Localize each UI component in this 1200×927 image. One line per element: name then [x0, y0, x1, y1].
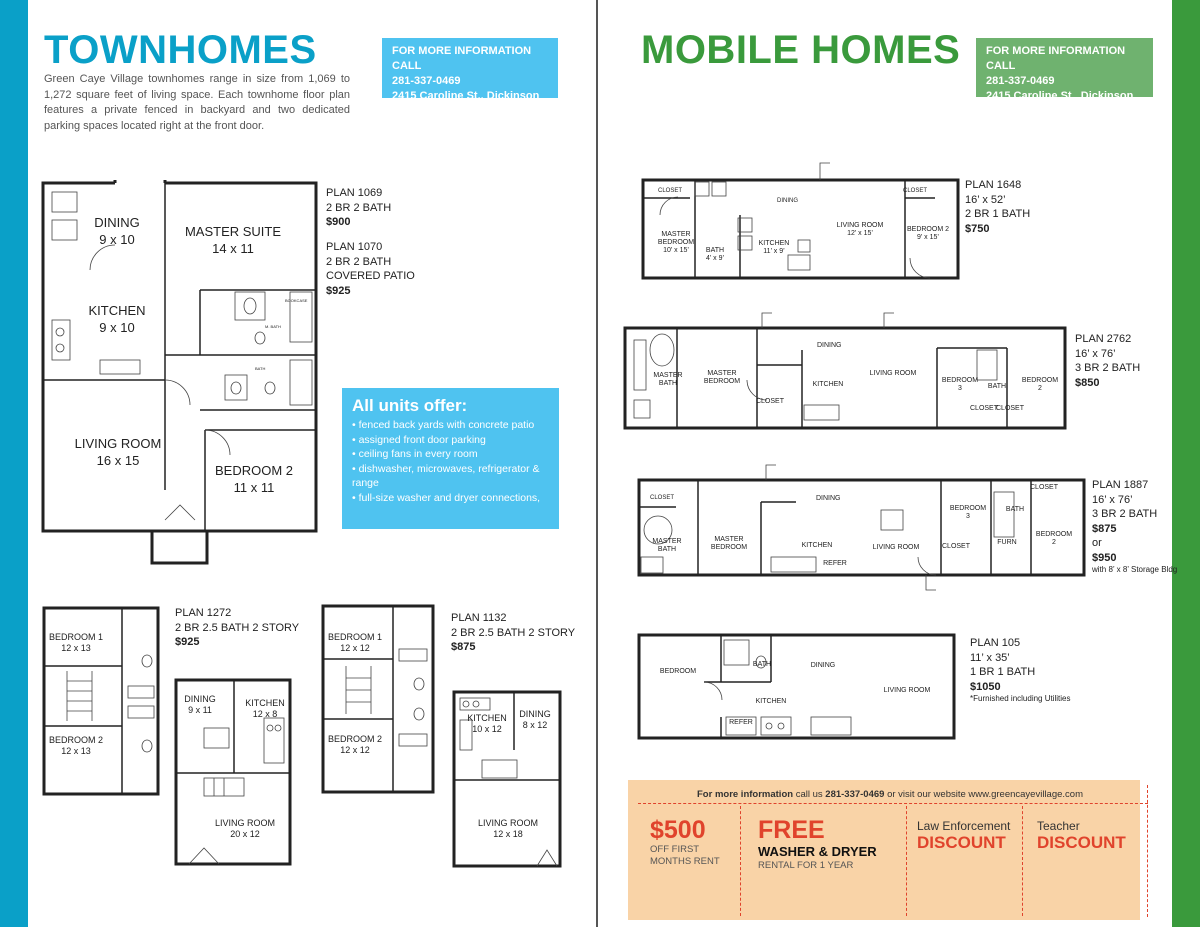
bath-label: BATH	[255, 366, 266, 371]
room-living: LIVING ROOM 16 x 15	[74, 436, 162, 468]
svg-text:CLOSET: CLOSET	[903, 188, 928, 194]
p2762-kitchen: KITCHEN	[812, 381, 844, 388]
p1648-master-bedroom: MASTER BEDROOM 10’ x 15’	[657, 231, 695, 254]
room-kitchen: KITCHEN 9 x 10	[88, 303, 146, 335]
coupon-free-washer: FREE WASHER & DRYER RENTAL FOR 1 YEAR	[758, 816, 877, 871]
units-offer-item: • fenced back yards with concrete patio	[352, 419, 535, 431]
p1272-kitchen: KITCHEN 12 x 8	[245, 698, 285, 719]
plan-1132-label: PLAN 1132 2 BR 2.5 BATH 2 STORY $875	[451, 612, 576, 653]
svg-text:CLOSET: CLOSET	[650, 495, 675, 501]
p1272-dining: DINING 9 x 11	[184, 694, 216, 715]
p1887-master-bath: MASTER BATH	[652, 538, 682, 553]
coupon-dash-line	[1147, 785, 1148, 917]
p2762-master-bath: MASTER BATH	[653, 372, 683, 387]
p2762-master-bedroom: MASTER BEDROOM	[703, 370, 741, 385]
page-divider	[596, 0, 598, 927]
info-address: 2415 Caroline St., Dickinson	[392, 90, 540, 102]
p2762-bedroom-3: BEDROOM 3	[941, 377, 979, 392]
townhomes-title: TOWNHOMES	[44, 28, 317, 72]
info-phone: 281-337-0469	[986, 75, 1055, 87]
p1887-bedroom-2: BEDROOM 2	[1035, 531, 1073, 546]
coupon-header: For more information call us 281-337-0469 or visit our website www.greencayevillage.com	[697, 789, 1083, 800]
p2762-closet-2: CLOSET	[970, 405, 999, 412]
p2762-bath: BATH	[987, 383, 1007, 390]
p105-kitchen: KITCHEN	[755, 698, 787, 705]
plan-105-label: PLAN 105 11’ x 35’ 1 BR 1 BATH $1050 *Furnished including Utilities	[970, 637, 1071, 703]
p1887-bath: BATH	[1005, 506, 1025, 513]
p1132-kitchen: KITCHEN 10 x 12	[467, 713, 507, 734]
p2762-bedroom-2: BEDROOM 2	[1021, 377, 1059, 392]
p1132-dining: DINING 8 x 12	[519, 709, 551, 730]
svg-text:DINING: DINING	[777, 198, 798, 204]
units-offer-title: All units offer:	[352, 396, 468, 415]
left-accent-bar	[0, 0, 28, 927]
p2762-closet-3: CLOSET	[996, 405, 1025, 412]
p1887-furn: FURN	[997, 539, 1017, 546]
p1887-bedroom-3: BEDROOM 3	[949, 505, 987, 520]
plan-1887-label: PLAN 1887 16’ x 76’ 3 BR 2 BATH $875 or $950 with 8’ x 8’ Storage Bldg	[1092, 479, 1178, 574]
plan-2762-label: PLAN 2762 16’ x 76’ 3 BR 2 BATH $850	[1075, 333, 1141, 389]
floorplan-2762	[622, 310, 1072, 435]
floorplan-1648	[640, 160, 965, 285]
coupon-dash-line	[740, 806, 741, 916]
p105-living: LIVING ROOM	[883, 687, 931, 694]
p105-refer: REFER	[729, 719, 753, 726]
room-master-suite: MASTER SUITE 14 x 11	[184, 224, 282, 256]
coupon-dash-line	[906, 806, 907, 916]
svg-text:DINING: DINING	[817, 342, 842, 349]
p1887-living: LIVING ROOM	[872, 544, 920, 551]
p1648-kitchen: KITCHEN 11’ x 9’	[758, 240, 790, 255]
p1648-bath: BATH 4’ x 9’	[705, 247, 725, 262]
coupon-dash-line	[1022, 806, 1023, 916]
right-accent-bar	[1172, 0, 1200, 927]
units-offer-item: • ceiling fans in every room	[352, 448, 478, 460]
bookcase-label: BOOKCASE	[285, 298, 308, 303]
info-line-1: FOR MORE INFORMATION CALL	[986, 45, 1126, 72]
p1887-refer: REFER	[823, 560, 847, 567]
p1132-living: LIVING ROOM 12 x 18	[477, 818, 538, 839]
p1887-kitchen: KITCHEN	[801, 542, 833, 549]
plan-1648-label: PLAN 1648 16’ x 52’ 2 BR 1 BATH $750	[965, 179, 1031, 235]
units-offer-item: • dishwasher, microwaves, refrigerator & range	[352, 462, 540, 489]
p1272-bedroom-2: BEDROOM 2 12 x 13	[48, 735, 103, 756]
p1272-living: LIVING ROOM 20 x 12	[214, 818, 275, 839]
room-dining: DINING 9 x 10	[94, 215, 140, 247]
p105-bedroom: BEDROOM	[659, 668, 697, 675]
p2762-living: LIVING ROOM	[869, 370, 917, 377]
p1887-master-bedroom: MASTER BEDROOM	[710, 536, 748, 551]
p105-dining: DINING	[810, 662, 836, 669]
p1648-living: LIVING ROOM 12’ x 15’	[836, 222, 884, 237]
floorplan-1887	[636, 462, 1091, 592]
p1132-bedroom-2: BEDROOM 2 12 x 12	[327, 734, 382, 755]
p1887-closet-2: CLOSET	[942, 543, 971, 550]
coupon-teacher: Teacher DISCOUNT	[1037, 819, 1126, 852]
coupon-500-off: $500 OFF FIRST MONTHS RENT	[650, 816, 720, 867]
p2762-closet: CLOSET	[755, 398, 784, 405]
p105-bath: BATH	[752, 661, 772, 668]
mobile-info-box	[976, 38, 1153, 102]
svg-text:CLOSET: CLOSET	[658, 188, 683, 194]
p1132-bedroom-1: BEDROOM 1 12 x 12	[327, 632, 382, 653]
info-address: 2415 Caroline St., Dickinson	[986, 90, 1134, 102]
plan-1069-label: PLAN 1069 2 BR 2 BATH $900	[326, 187, 392, 228]
townhomes-info-box	[382, 38, 558, 102]
room-bedroom-2: BEDROOM 2 11 x 11	[214, 463, 293, 495]
units-offer-item: • full-size washer and dryer connections,	[352, 491, 541, 504]
units-offer-item: • assigned front door parking	[352, 433, 486, 446]
p1887-closet-3: CLOSET	[1030, 484, 1059, 491]
plan-1070-label: PLAN 1070 2 BR 2 BATH COVERED PATIO $925	[326, 241, 415, 297]
townhomes-intro: Green Caye Village townhomes range in size from 1,069 to 1,272 square feet of living space. Each townhome floor plan features a private fenced in backyard and two dedicated parking spaces located right at the front door.	[44, 73, 350, 132]
p1648-bedroom-2: BEDROOM 2 9’ x 15’	[906, 226, 949, 241]
plan-1272-label: PLAN 1272 2 BR 2.5 BATH 2 STORY $925	[175, 607, 300, 648]
p1272-bedroom-1: BEDROOM 1 12 x 13	[48, 632, 103, 653]
info-line-1: FOR MORE INFORMATION CALL	[392, 45, 532, 72]
master-bath-label: M. BATH	[265, 324, 281, 329]
mobile-homes-title: MOBILE HOMES	[641, 28, 961, 72]
all-units-offer-box	[342, 388, 559, 529]
coupon-law-enforcement: Law Enforcement DISCOUNT	[917, 819, 1011, 852]
svg-text:DINING: DINING	[816, 495, 841, 502]
coupon-dash-line	[638, 803, 1148, 804]
info-phone: 281-337-0469	[392, 75, 461, 87]
